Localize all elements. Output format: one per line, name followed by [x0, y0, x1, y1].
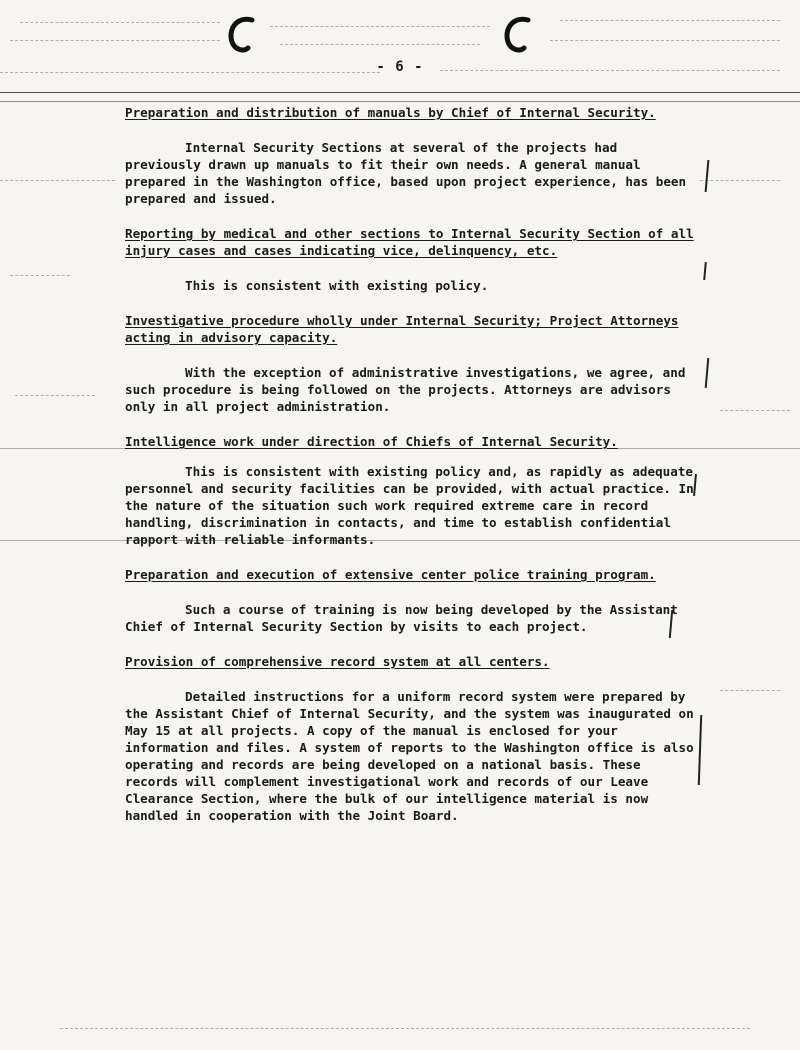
scan-noise [440, 70, 780, 71]
scan-noise [60, 1028, 750, 1029]
section-heading: Intelligence work under direction of Chiefs of Internal Security. [125, 434, 618, 449]
section-heading: Provision of comprehensive record system at all centers. [125, 654, 550, 669]
scan-noise [10, 275, 70, 276]
handwritten-bar [705, 160, 710, 192]
scan-noise [550, 40, 780, 41]
document-body [125, 104, 697, 824]
section-heading: Investigative procedure wholly under Internal Security; Project Attorneys acting in advisory capacity. [125, 313, 679, 345]
section-body: Internal Security Sections at several of the projects had previously drawn up manuals to fit their own needs. A general manual prepared in the Washington office, based upon project experience, has been prepared and issued. [125, 140, 687, 206]
scan-noise [700, 180, 780, 181]
handwritten-bar [703, 262, 707, 280]
c-clip-icon [498, 14, 538, 54]
top-rule [0, 92, 800, 93]
scan-noise [720, 410, 790, 411]
scan-noise [0, 180, 115, 181]
scan-noise [10, 40, 220, 41]
scan-noise [15, 395, 95, 396]
section-body: This is consistent with existing policy. [185, 278, 489, 293]
scan-noise [20, 22, 220, 23]
handwritten-bar [698, 715, 702, 785]
handwritten-bar [705, 358, 710, 388]
section-heading: Preparation and execution of extensive center police training program. [125, 567, 656, 582]
scan-noise [720, 690, 780, 691]
section-heading: Preparation and distribution of manuals by Chief of Internal Security. [125, 105, 656, 120]
section-body: This is consistent with existing policy and, as rapidly as adequate personnel and security facilities can be provided, with actual practice. In the nature of the situation such work required extreme care in record handling, discrimination in contacts, and time to establish confidential rapport with reliable informants. [125, 464, 694, 547]
c-clip-icon [222, 14, 262, 54]
top-rule [0, 101, 800, 102]
scan-noise [560, 20, 780, 21]
section-heading: Reporting by medical and other sections to Internal Security Section of all injury cases and cases indicating vice, delinquency, etc. [125, 226, 694, 258]
section-body: Such a course of training is now being developed by the Assistant Chief of Internal Security Section by visits to each project. [125, 602, 678, 634]
scan-noise [270, 26, 490, 27]
section-body: With the exception of administrative investigations, we agree, and such procedure is being followed on the projects. Attorneys are advisors only in all project administration. [125, 365, 686, 414]
section-body: Detailed instructions for a uniform record system were prepared by the Assistant Chief of Internal Security, and the system was inaugurated on May 15 at all projects. A copy of the manual is enclosed for your information and files. A system of reports to the Washington office is also operating and records are being developed on a national basis. These records will complement investigational work and records of our Leave Clearance Section, where the bulk of our intelligence material is now handled in cooperation with the Joint Board. [125, 689, 694, 823]
scan-noise [0, 72, 380, 73]
page-number: - 6 - [376, 59, 424, 75]
scan-noise [280, 44, 480, 45]
